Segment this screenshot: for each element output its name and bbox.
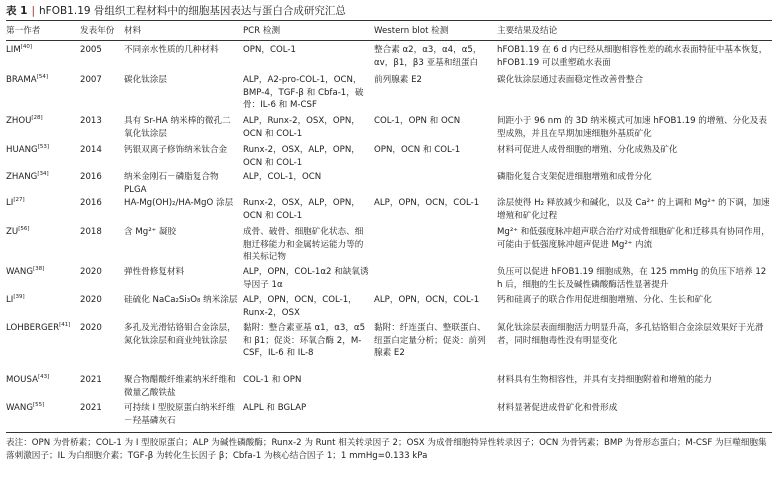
table-row — [0, 374, 777, 404]
cell-author — [6, 44, 78, 57]
cell-western-blot: 前列腺素 E2 — [374, 75, 423, 85]
table-row — [0, 74, 777, 110]
citation-ref: [28] — [31, 115, 43, 122]
table-row — [0, 44, 777, 74]
cell-author — [6, 74, 78, 87]
cell-material: 多孔及光滑钴铬钼合金涂层，氮化钛涂层和商业纯钛涂层 — [124, 323, 236, 346]
cell-material: 钙银双离子修饰纳米钛合金 — [124, 145, 228, 155]
table-row — [0, 144, 777, 174]
bottom-rule — [6, 432, 772, 433]
author-name: LIM — [6, 45, 21, 55]
citation-ref: [54] — [36, 74, 48, 81]
cell-result: 材料显著促进成骨矿化和骨形成 — [497, 403, 618, 413]
top-rule — [6, 20, 772, 21]
citation-ref: [27] — [13, 197, 25, 204]
cell-pcr: ALP，Runx-2，OSX，OPN，OCN 和 COL-1 — [243, 116, 360, 139]
author-name: WANG — [6, 267, 33, 277]
table-row — [0, 322, 777, 358]
cell-material: 碳化钛涂层 — [124, 75, 167, 85]
cell-result: 钙和硅离子的联合作用促进细胞增殖、分化、生长和矿化 — [497, 295, 712, 305]
cell-author — [6, 115, 78, 128]
cell-author — [6, 197, 78, 210]
cell-material: 聚合物醋酸纤维素纳米纤维和微量乙酸铁盐 — [124, 375, 236, 398]
cell-pcr: ALPL 和 BGLAP — [243, 403, 307, 413]
header-author: 第一作者 — [6, 26, 41, 36]
citation-ref: [43] — [37, 374, 50, 381]
table-title: hFOB1.19 骨组织工程材料中的细胞基因表达与蛋白合成研究汇总 — [39, 5, 346, 17]
cell-material: 含 Mg²⁺ 凝胶 — [124, 227, 177, 237]
header-material: 材料 — [124, 26, 142, 36]
cell-year: 2013 — [80, 116, 102, 126]
author-name: LOHBERGER — [6, 323, 60, 333]
cell-result: hFOB1.19 在 6 d 内已经从细胞相容性差的疏水表面特征中基本恢复，hFOB1.19 可以重塑疏水表面 — [497, 45, 768, 68]
table-note: 表注：OPN 为骨桥素；COL-1 为 I 型胶原蛋白；ALP 为碱性磷酸酶；Runx-2 为 Runt 相关转录因子 2；OSX 为成骨细胞特异性转录因子；OCN 为骨钙素；BMP 为骨形态蛋白；M-CSF 为巨噬细胞集落刺激因子；IL 为白细胞介素；TGF-β 为转化生长因子 β；Cbfa-1 为核心结合因子 1；1 mmHg=0.133 kPa — [6, 438, 767, 461]
cell-year: 2005 — [80, 45, 102, 55]
cell-pcr: OPN，COL-1 — [243, 45, 296, 55]
citation-ref: [41] — [59, 322, 71, 329]
cell-author — [6, 226, 78, 239]
cell-result: 碳化钛涂层通过表面稳定性改善骨整合 — [497, 75, 644, 85]
cell-year: 2020 — [80, 267, 102, 277]
cell-author — [6, 266, 78, 279]
cell-pcr: 黏附：整合素亚基 α1，α3，α5 和 β1；促炎：环氧合酶 2，M-CSF，IL-6 和 IL-8 — [243, 323, 366, 358]
cell-material: 纳米金刚石－磷脂复合物 PLGA — [124, 172, 219, 195]
cell-year: 2020 — [80, 295, 102, 305]
cell-author — [6, 402, 78, 415]
cell-pcr: Runx-2，OSX，ALP，OPN，OCN 和 COL-1 — [243, 198, 360, 221]
cell-result: 间距小于 96 nm 的 3D 纳米模式可加速 hFOB1.19 的增殖、分化及表型成熟，并且在早期加速细胞外基质矿化 — [497, 116, 768, 139]
cell-western-blot: 整合素 α2，α3，α4，α5，αv，β1，β3 亚基和纽蛋白 — [374, 45, 482, 68]
cell-author — [6, 171, 78, 184]
cell-material: 可持续 I 型胶原蛋白纳米纤维－羟基磷灰石 — [124, 403, 236, 426]
table-row — [0, 226, 777, 262]
cell-year: 2020 — [80, 323, 102, 333]
citation-ref: [55] — [33, 402, 45, 409]
author-name: ZU — [6, 227, 19, 237]
cell-year: 2014 — [80, 145, 102, 155]
cell-year: 2021 — [80, 403, 102, 413]
author-name: MOUSA — [6, 375, 38, 385]
author-name: WANG — [6, 403, 33, 413]
author-name: ZHANG — [6, 172, 38, 182]
table-row — [0, 115, 777, 145]
cell-pcr: ALP，COL-1，OCN — [243, 172, 322, 182]
author-name: ZHOU — [6, 116, 32, 126]
cell-material: 弹性骨修复材料 — [124, 267, 185, 277]
citation-ref: [39] — [13, 294, 25, 301]
cell-result: Mg²⁺ 和低强度脉冲超声联合治疗对成骨细胞矿化和迁移具有协同作用，可能由于低强度脉冲超声促进 Mg²⁺ 内流 — [497, 227, 770, 250]
cell-result: 涂层使得 H₂ 释放减少和碱化，以及 Ca²⁺ 的上调和 Mg²⁺ 的下调，加速增殖和矿化过程 — [497, 198, 770, 221]
table-number: 表 1 — [6, 5, 28, 17]
citation-ref: [56] — [18, 226, 30, 233]
table-row — [0, 266, 777, 296]
citation-ref: [40] — [20, 44, 33, 51]
cell-western-blot: OPN，OCN 和 COL-1 — [374, 145, 461, 155]
cell-author — [6, 322, 78, 335]
cell-material: 硅硫化 NaCa₂Si₃O₈ 纳米涂层 — [124, 295, 238, 305]
cell-western-blot: ALP，OPN，OCN，COL-1 — [374, 198, 480, 208]
author-name: HUANG — [6, 145, 38, 155]
cell-year: 2021 — [80, 375, 102, 385]
table-caption — [6, 3, 346, 18]
cell-pcr: ALP，OPN，OCN，COL-1，Runx-2，OSX — [243, 295, 357, 318]
cell-author — [6, 144, 78, 157]
cell-result: 材料具有生物相容性，并具有支持细胞附着和增殖的能力 — [497, 375, 712, 385]
table-row — [0, 197, 777, 227]
header-results: 主要结果及结论 — [497, 26, 558, 36]
cell-year: 2007 — [80, 75, 102, 85]
header-year: 发表年份 — [80, 26, 115, 36]
cell-pcr: Runx-2，OSX，ALP，OPN，OCN 和 COL-1 — [243, 145, 360, 168]
author-name: LI — [6, 295, 14, 305]
cell-author — [6, 374, 78, 387]
cell-pcr: ALP，A2-pro-COL-1，OCN，BMP-4，TGF-β 和 Cbfa-1，破骨：IL-6 和 M-CSF — [243, 75, 364, 110]
cell-result: 负压可以促进 hFOB1.19 细胞成熟，在 125 mmHg 的负压下培养 12 h 后，细胞的生长及碱性磷酸酶活性显著提升 — [497, 267, 767, 290]
cell-western-blot: 黏附：纤连蛋白、整联蛋白、纽蛋白定量分析；促炎：前列腺素 E2 — [374, 323, 486, 358]
caption-separator: | — [31, 5, 36, 17]
author-name: BRAMA — [6, 75, 37, 85]
cell-pcr: COL-1 和 OPN — [243, 375, 302, 385]
header-rule — [6, 40, 772, 41]
cell-result: 磷脂化复合支架促进细胞增殖和成骨分化 — [497, 172, 652, 182]
cell-author — [6, 294, 78, 307]
header-western-blot: Western blot 检测 — [374, 26, 449, 36]
cell-pcr: ALP，OPN，COL-1α2 和缺氧诱导因子 1α — [243, 267, 369, 290]
cell-year: 2018 — [80, 227, 102, 237]
cell-year: 2016 — [80, 172, 102, 182]
cell-material: 具有 Sr-HA 纳米棒的微孔二氧化钛涂层 — [124, 116, 231, 139]
cell-pcr: 成骨、破骨、细胞矿化状态、细胞迁移能力和金属转运能力等的相关标记物 — [243, 227, 364, 262]
cell-western-blot: ALP，OPN，OCN，COL-1 — [374, 295, 480, 305]
cell-result: 材料可促进人成骨细胞的增殖、分化成熟及矿化 — [497, 145, 678, 155]
cell-western-blot: COL-1，OPN 和 OCN — [374, 116, 461, 126]
table-row — [0, 402, 777, 432]
cell-material: 不同亲水性质的几种材料 — [124, 45, 219, 55]
cell-year: 2016 — [80, 198, 102, 208]
header-pcr: PCR 检测 — [243, 26, 281, 36]
citation-ref: [53] — [37, 144, 50, 151]
citation-ref: [38] — [33, 266, 45, 273]
cell-material: HA-Mg(OH)₂/HA-MgO 涂层 — [124, 198, 234, 208]
table-row — [0, 294, 777, 324]
author-name: LI — [6, 198, 14, 208]
citation-ref: [34] — [37, 171, 49, 178]
cell-result: 氮化钛涂层表面细胞活力明显升高，多孔钴铬钼合金涂层效果好于光滑者，同时细胞毒性没有明显变化 — [497, 323, 764, 346]
